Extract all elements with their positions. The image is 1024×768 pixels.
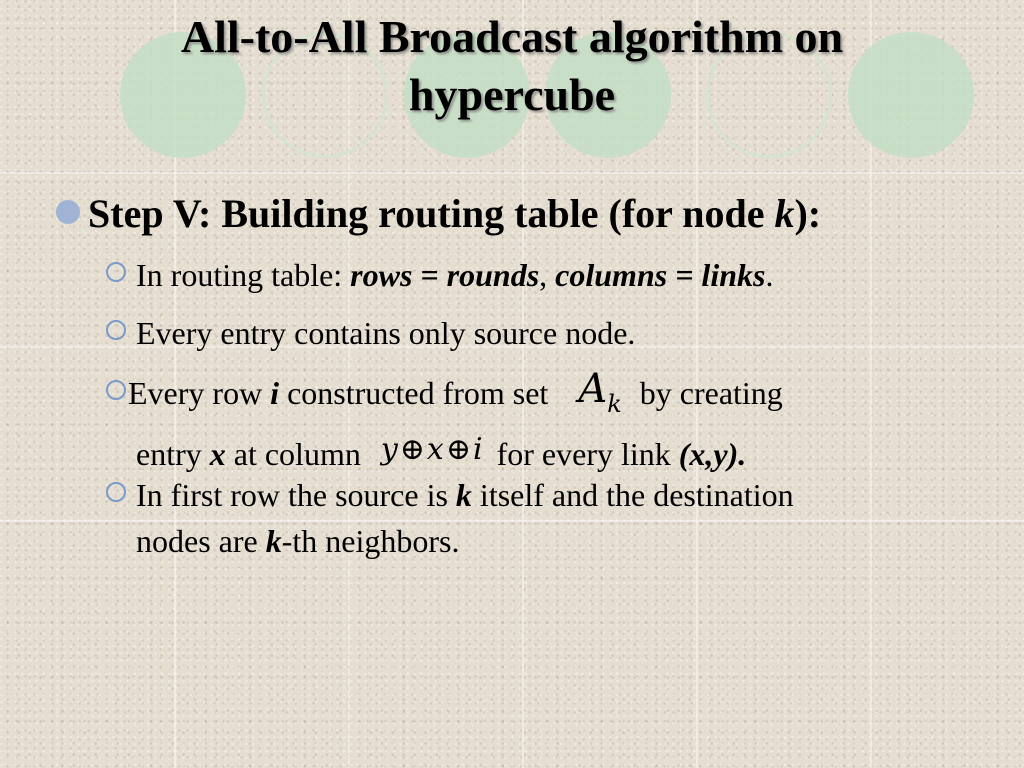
background-gridline xyxy=(0,172,1024,174)
item4-line2 xyxy=(106,518,986,564)
item3-p2: constructed from set xyxy=(279,375,549,411)
item3-i: i xyxy=(270,375,280,411)
item3-p4: entry xyxy=(136,436,210,472)
item4-p3: nodes are xyxy=(136,523,266,559)
expr-i: i xyxy=(472,432,483,467)
item4-line1 xyxy=(106,472,986,518)
bullet-dot-icon xyxy=(56,200,80,224)
step-heading-suffix: ): xyxy=(794,191,822,236)
set-a-k xyxy=(578,366,621,427)
list-item-row-construction xyxy=(106,366,986,477)
expr-y: y xyxy=(380,432,398,467)
item1-rows: rows = rounds xyxy=(350,257,540,293)
set-sub: k xyxy=(607,390,622,418)
item4-p4: -th neighbors. xyxy=(281,523,460,559)
item3-line2 xyxy=(106,427,986,477)
step-heading xyxy=(56,188,821,240)
xor-expression xyxy=(381,427,483,473)
item1-prefix: In routing table: xyxy=(136,257,351,293)
xor-operator-icon: ⊕ xyxy=(445,432,471,467)
xor-operator-icon: ⊕ xyxy=(399,432,425,467)
item3-line1 xyxy=(106,366,986,427)
item3-p1: Every row xyxy=(128,375,271,411)
item1-sep: , xyxy=(539,257,556,293)
step-heading-var: k xyxy=(774,191,795,236)
ring-bullet-icon xyxy=(106,482,126,502)
set-base: A xyxy=(578,366,608,412)
list-item-routing-table xyxy=(106,252,986,298)
list-item-first-row xyxy=(106,472,986,564)
item3-p6: for every link xyxy=(496,436,679,472)
item3-p5: at column xyxy=(225,436,361,472)
slide-title-line1: All-to-All Broadcast algorithm on xyxy=(180,11,844,62)
item2-text: Every entry contains only source node. xyxy=(136,315,636,351)
ring-bullet-icon xyxy=(106,320,126,340)
item1-cols: columns = links xyxy=(555,257,766,293)
list-item-entry-source xyxy=(106,310,986,356)
slide-title-line2: hypercube xyxy=(408,69,616,120)
step-heading-prefix: Step V: Building routing table (for node xyxy=(88,191,775,236)
item3-link: (x,y). xyxy=(678,436,747,472)
ring-bullet-icon xyxy=(106,380,126,400)
item4-k1: k xyxy=(455,477,472,513)
item4-k2: k xyxy=(265,523,282,559)
item4-p2: itself and the destination xyxy=(471,477,794,513)
slide-title xyxy=(0,8,1024,124)
item4-p1: In first row the source is xyxy=(136,477,456,513)
ring-bullet-icon xyxy=(106,262,126,282)
item3-p3: by creating xyxy=(639,375,783,411)
item3-x: x xyxy=(209,436,226,472)
item1-suffix: . xyxy=(765,257,774,293)
expr-x: x xyxy=(426,432,444,467)
